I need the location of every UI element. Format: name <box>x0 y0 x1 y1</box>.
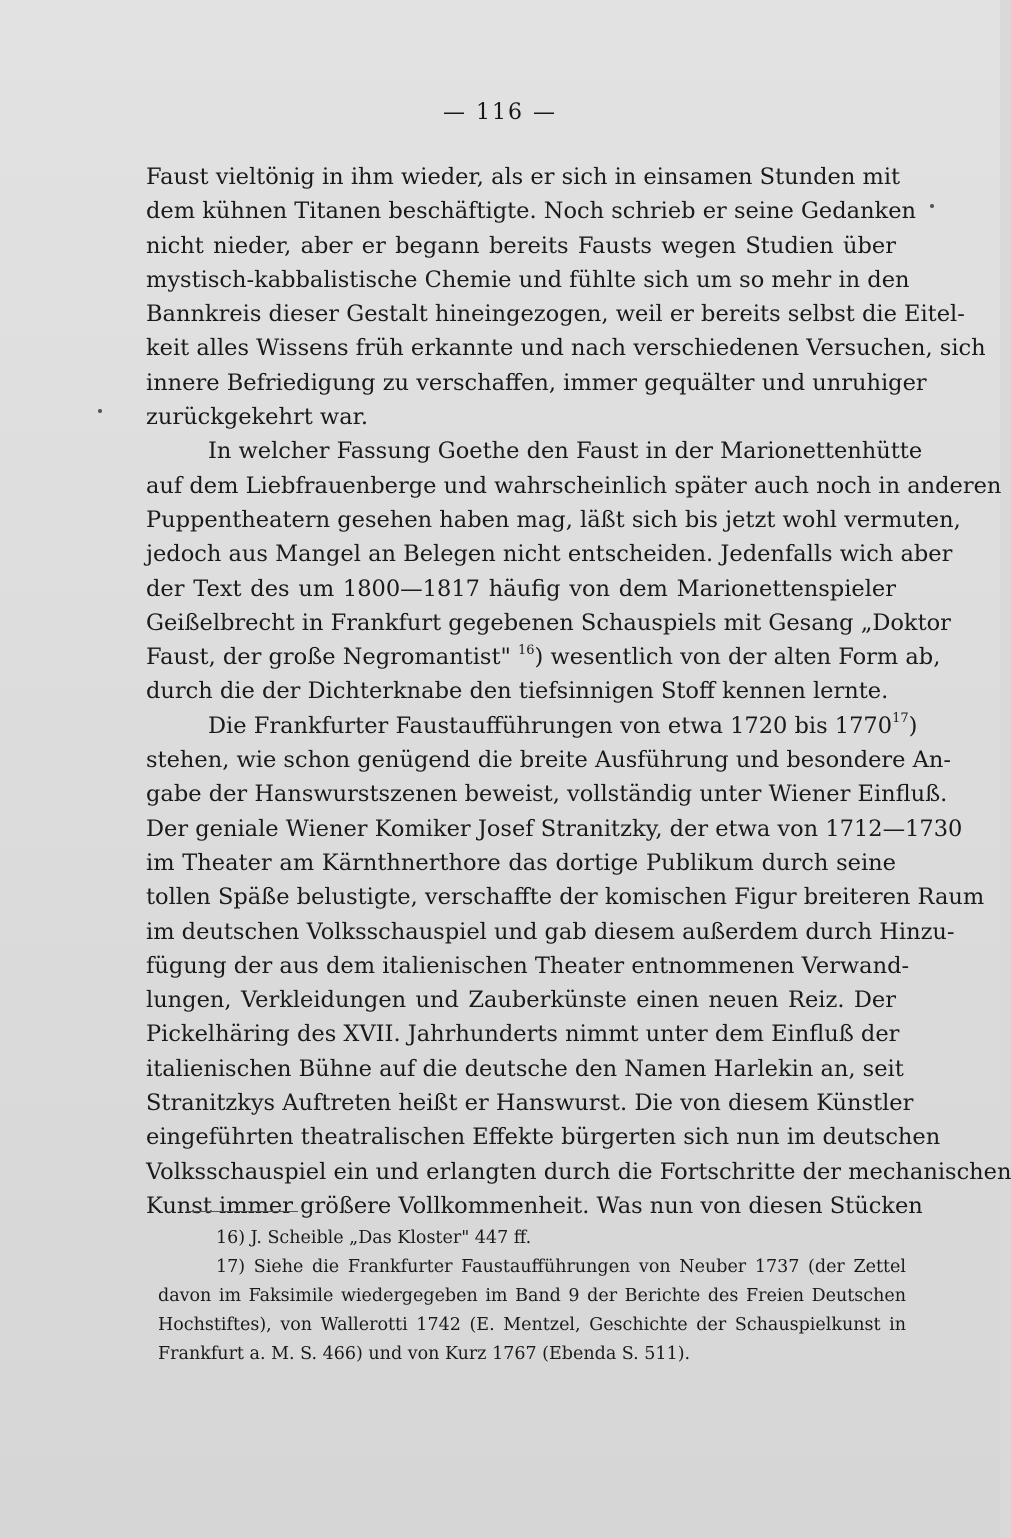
text-segment: Faust, der große Negromantist" <box>146 644 518 671</box>
footnote-separator <box>186 1211 298 1212</box>
text-line: der Text des um 1800—1817 häufig von dem Marionettenspieler <box>146 575 896 602</box>
text-line: zurückgekehrt war. <box>146 404 369 431</box>
text-line: dem kühnen Titanen beschäftigte. Noch schrieb er seine Gedanken <box>146 198 916 225</box>
text-line-with-footnote <box>146 709 918 743</box>
scan-speck <box>98 409 102 413</box>
text-line: italienischen Bühne auf die deutsche den Namen Harlekin an, seit <box>146 1055 904 1082</box>
footnote-line: davon im Faksimile wiedergegeben im Band 9 der Berichte des Freien Deutschen <box>158 1286 906 1306</box>
text-line: Stranitzkys Auftreten heißt er Hanswurst. Die von diesem Künstler <box>146 1090 914 1117</box>
text-line: lungen, Verkleidungen und Zauberkünste einen neuen Reiz. Der <box>146 987 896 1014</box>
scan-speck <box>930 204 934 208</box>
text-line: auf dem Liebfrauenberge und wahrscheinlich später auch noch in anderen <box>146 472 1002 499</box>
footnote-16: 16) J. Scheible „Das Kloster" 447 ff. <box>216 1228 532 1248</box>
text-segment: Die Frankfurter Faustaufführungen von etwa 1720 bis 1770 <box>208 712 893 739</box>
text-line: nicht nieder, aber er begann bereits Fausts wegen Studien über <box>146 232 896 259</box>
text-line: gabe der Hanswurstszenen beweist, vollständig unter Wiener Einfluß. <box>146 781 948 808</box>
page-number: — 116 — <box>443 100 557 125</box>
text-line: im Theater am Kärnthnerthore das dortige Publikum durch seine <box>146 849 896 876</box>
text-segment: ) <box>908 712 918 739</box>
text-line: In welcher Fassung Goethe den Faust in der Marionettenhütte <box>208 438 923 465</box>
footnote-line: Hochstiftes), von Wallerotti 1742 (E. Mentzel, Geschichte der Schauspielkunst in <box>158 1315 906 1335</box>
text-line: mystisch-kabbalistische Chemie und fühlte sich um so mehr in den <box>146 266 910 293</box>
text-line: fügung der aus dem italienischen Theater entnommenen Verwand- <box>146 952 910 979</box>
text-line: Kunst immer größere Vollkommenheit. Was nun von diesen Stücken <box>146 1192 923 1219</box>
footnote-ref-16: 16 <box>518 642 535 658</box>
text-line-with-footnote <box>146 640 941 674</box>
text-line: durch die der Dichterknabe den tiefsinnigen Stoff kennen lernte. <box>146 678 889 705</box>
footnotes <box>158 1224 906 1369</box>
text-line: stehen, wie schon genügend die breite Ausführung und besondere An- <box>146 747 951 774</box>
text-line: jedoch aus Mangel an Belegen nicht entscheiden. Jedenfalls wich aber <box>146 541 953 568</box>
text-line: tollen Späße belustigte, verschaffte der komischen Figur breiteren Raum <box>146 884 985 911</box>
text-line: innere Befriedigung zu verschaffen, immer gequälter und unruhiger <box>146 369 927 396</box>
text-line: eingeführten theatralischen Effekte bürgerten sich nun im deutschen <box>146 1124 941 1151</box>
footnote-ref-17: 17 <box>892 711 909 727</box>
text-line: keit alles Wissens früh erkannte und nach verschiedenen Versuchen, sich <box>146 335 986 362</box>
text-line: Volksschauspiel ein und erlangten durch die Fortschritte der mechanischen <box>146 1158 1011 1185</box>
footnote-17: 17) Siehe die Frankfurter Faustaufführungen von Neuber 1737 (der Zettel <box>216 1257 906 1277</box>
text-line: Der geniale Wiener Komiker Josef Stranitzky, der etwa von 1712—1730 <box>146 815 963 842</box>
text-line: im deutschen Volksschauspiel und gab diesem außerdem durch Hinzu- <box>146 918 955 945</box>
footnote-line: Frankfurt a. M. S. 466) und von Kurz 1767 (Ebenda S. 511). <box>158 1344 691 1364</box>
body-text <box>146 160 1011 1223</box>
text-line: Geißelbrecht in Frankfurt gegebenen Schauspiels mit Gesang „Doktor <box>146 609 951 636</box>
text-segment: ) wesentlich von der alten Form ab, <box>534 644 941 671</box>
text-line: Pickelhäring des XVII. Jahrhunderts nimmt unter dem Einfluß der <box>146 1021 900 1048</box>
text-line: Faust vieltönig in ihm wieder, als er sich in einsamen Stunden mit <box>146 164 901 190</box>
text-line: Puppentheatern gesehen haben mag, läßt sich bis jetzt wohl vermuten, <box>146 506 961 533</box>
text-line: Bannkreis dieser Gestalt hineingezogen, weil er bereits selbst die Eitel- <box>146 301 965 328</box>
